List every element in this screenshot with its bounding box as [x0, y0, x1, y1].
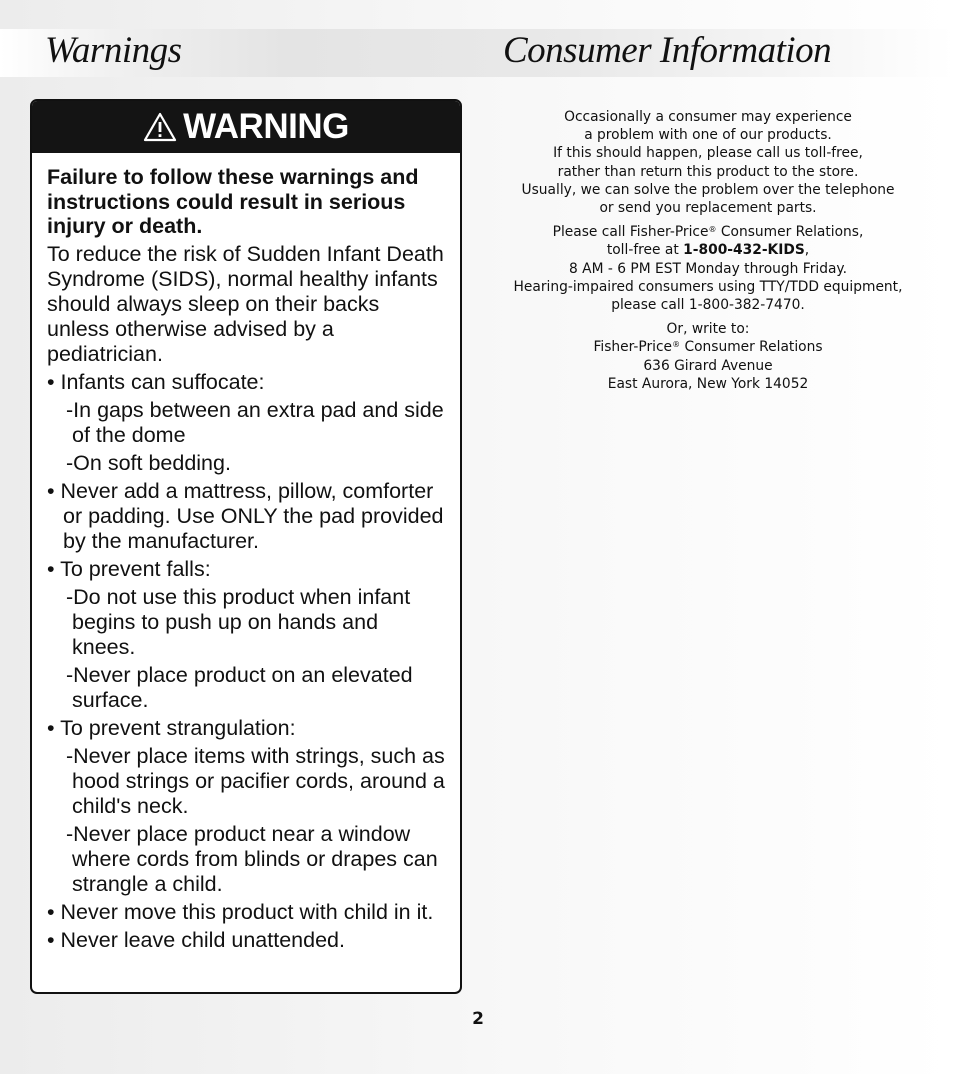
intro-line: Usually, we can solve the problem over the telephone	[521, 181, 895, 198]
warnings-title: Warnings	[45, 30, 182, 71]
warning-bullet: • Never add a mattress, pillow, comforter or padding. Use ONLY the pad provided by the manufacturer.	[47, 478, 444, 553]
consumer-information-title: Consumer Information	[503, 30, 832, 71]
address-name-suffix: Consumer Relations	[680, 339, 823, 356]
intro-line: or send you replacement parts.	[599, 200, 817, 217]
call-line1-prefix: Please call Fisher-Price	[552, 224, 709, 241]
write-to: Or, write to:	[666, 321, 750, 338]
warning-sub-item: -Never place items with strings, such as hood strings or pacifier cords, around a child's neck.	[66, 743, 445, 818]
intro-line: If this should happen, please call us toll-free,	[553, 145, 863, 162]
hearing-line1: Hearing-impaired consumers using TTY/TDD equipment,	[513, 278, 903, 295]
warning-sub-item: -On soft bedding.	[66, 450, 231, 475]
hours: 8 AM - 6 PM EST Monday through Friday.	[569, 260, 847, 277]
page-number: 2	[472, 1009, 484, 1029]
registered-mark: ®	[708, 225, 717, 235]
warning-bullet: • To prevent falls:	[47, 556, 211, 581]
warning-bullet: • Infants can suffocate:	[47, 369, 265, 394]
warning-body	[32, 153, 460, 953]
warning-triangle-icon	[143, 112, 177, 142]
warning-box	[30, 99, 462, 994]
warning-bullet: • Never move this product with child in it.	[47, 899, 434, 924]
sids-paragraph: To reduce the risk of Sudden Infant Death Syndrome (SIDS), normal healthy infants should always sleep on their backs unless otherwise advised by a pediatrician.	[47, 241, 444, 366]
call-line2-prefix: toll-free at	[606, 242, 684, 259]
address-city: East Aurora, New York 14052	[607, 375, 809, 392]
warning-lead: Failure to follow these warnings and instructions could result in serious injury or death.	[47, 165, 419, 238]
address-street: 636 Girard Avenue	[643, 357, 773, 374]
intro-line: rather than return this product to the store.	[557, 163, 859, 180]
registered-mark-2: ®	[672, 340, 681, 350]
warning-label: WARNING	[183, 107, 349, 146]
call-line1-suffix: Consumer Relations,	[716, 224, 864, 241]
warning-list	[47, 370, 446, 953]
warning-sub-item: -Do not use this product when infant begins to push up on hands and knees.	[66, 584, 411, 659]
address-name-prefix: Fisher-Price	[593, 339, 673, 356]
warning-bullet: • Never leave child unattended.	[47, 927, 345, 952]
consumer-info	[503, 108, 913, 399]
consumer-intro	[503, 108, 913, 217]
warning-header	[32, 101, 460, 153]
warning-sub-item: -Never place product near a window where cords from blinds or drapes can strangle a child.	[66, 821, 438, 896]
hearing-line2: please call 1-800-382-7470.	[611, 297, 805, 314]
warning-sub-item: -In gaps between an extra pad and side of the dome	[66, 397, 444, 447]
intro-line: Occasionally a consumer may experience	[564, 109, 852, 125]
intro-line: a problem with one of our products.	[584, 127, 832, 144]
mailing-address	[503, 320, 913, 393]
warning-bullet: • To prevent strangulation:	[47, 715, 296, 740]
call-info	[503, 223, 913, 314]
call-line2-suffix: ,	[804, 242, 810, 259]
phone-kids: 1-800-432-KIDS	[683, 242, 805, 259]
warning-sub-item: -Never place product on an elevated surface.	[66, 662, 413, 712]
